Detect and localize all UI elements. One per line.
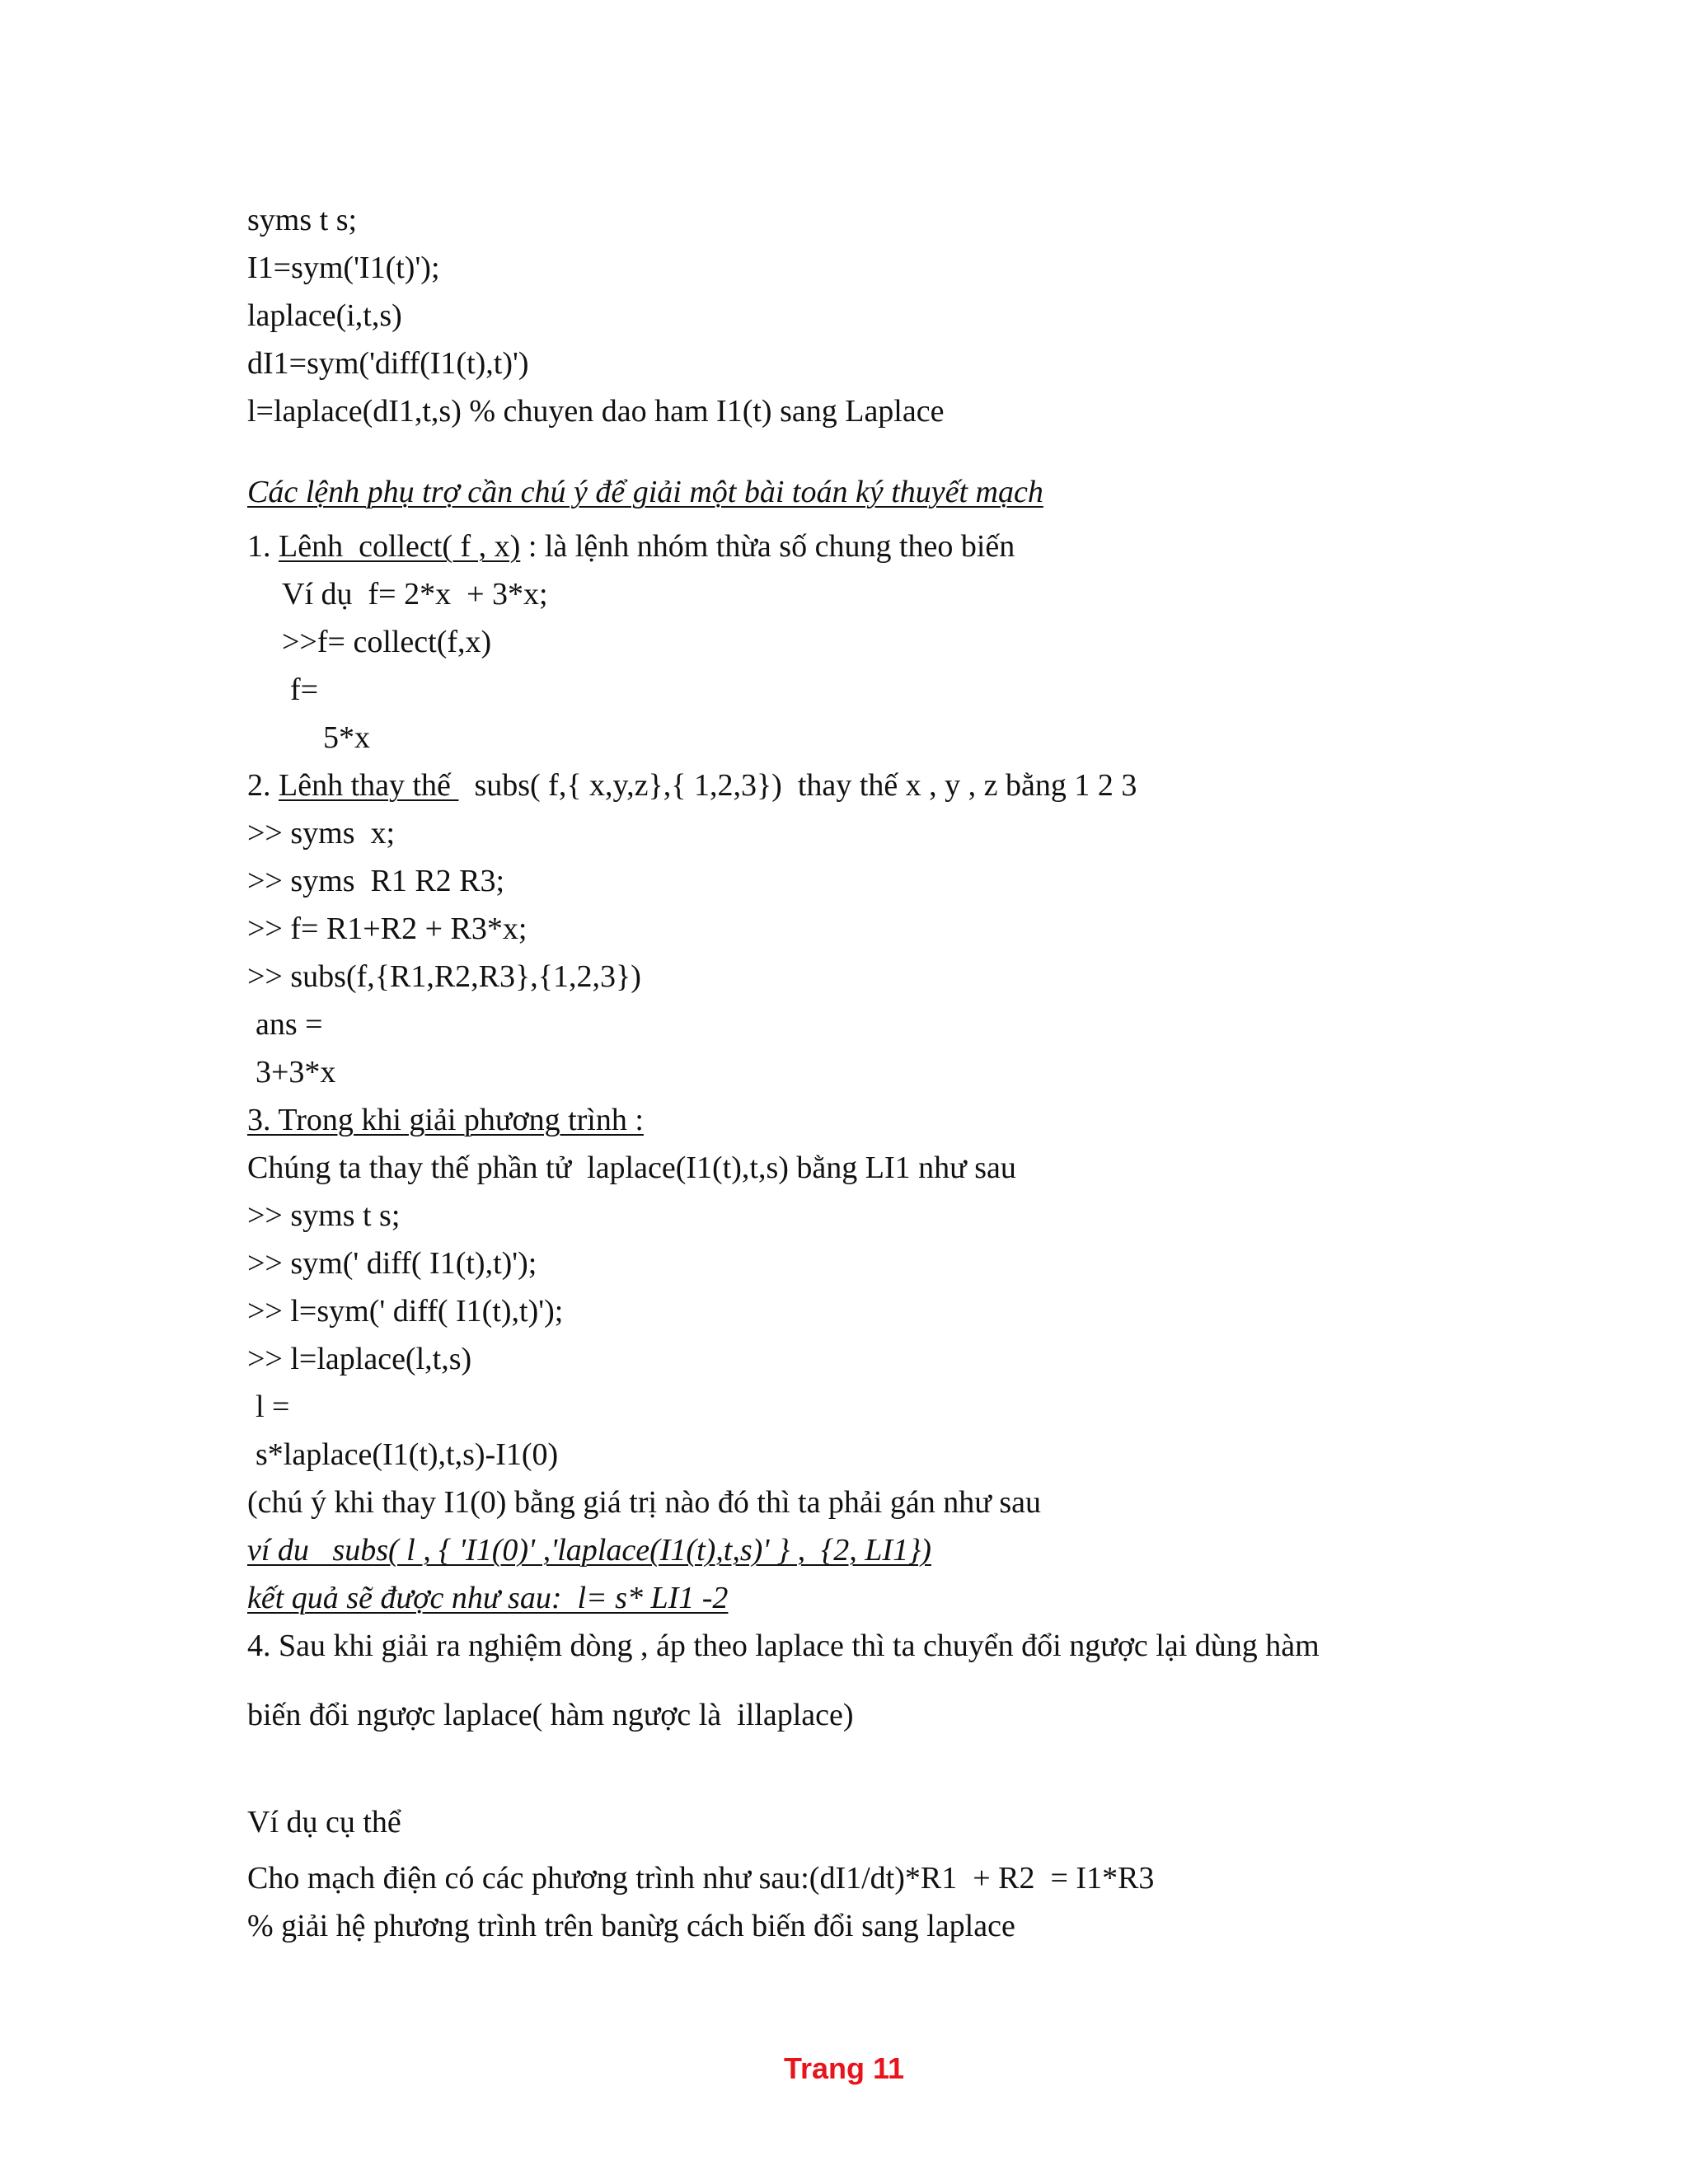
- output-line: l =: [256, 1390, 290, 1424]
- comment-line: % giải hệ phương trình trên banừg cách biến đổi sang laplace: [247, 1909, 1015, 1943]
- item-number: 2.: [247, 768, 279, 803]
- output-line: 3+3*x: [256, 1055, 336, 1090]
- text-line: Chúng ta thay thế phần tử laplace(I1(t),t,s) bằng LI1 như sau: [247, 1151, 1016, 1185]
- note-line: (chú ý khi thay I1(0) bằng giá trị nào đó thì ta phải gán như sau: [247, 1485, 1041, 1520]
- example-title: Ví dụ cụ thể: [247, 1805, 401, 1840]
- result-line: kết quả sẽ được như sau: l= s* LI1 -2: [247, 1581, 729, 1615]
- list-item-4: 4. Sau khi giải ra nghiệm dòng , áp theo laplace thì ta chuyển đổi ngược lại dùng hàm: [247, 1629, 1320, 1663]
- code-line: >> f= R1+R2 + R3*x;: [247, 912, 528, 946]
- list-item-2: [247, 770, 1137, 801]
- code-line: l=laplace(dI1,t,s) % chuyen dao ham I1(t) sang Laplace: [247, 394, 945, 429]
- list-item-3-title: 3. Trong khi giải phương trình :: [247, 1103, 644, 1137]
- code-line: >> syms t s;: [247, 1198, 401, 1233]
- code-line: >> syms x;: [247, 816, 396, 851]
- item-text: subs( f,{ x,y,z},{ 1,2,3}) thay thế x , y , z bằng 1 2 3: [458, 768, 1137, 803]
- code-line: >>f= collect(f,x): [282, 625, 492, 659]
- code-line: syms t s;: [247, 203, 358, 237]
- code-line: >> l=laplace(l,t,s): [247, 1342, 472, 1376]
- section-heading: Các lệnh phụ trợ cần chú ý để giải một bài toán ký thuyết mạch: [247, 475, 1043, 509]
- item-title: Lênh thay thế: [279, 768, 459, 803]
- text-line: biến đổi ngược laplace( hàm ngược là illaplace): [247, 1698, 854, 1732]
- output-line: 5*x: [323, 720, 370, 755]
- item-title: Lênh collect( f , x): [279, 529, 521, 564]
- page-number: Trang 11: [783, 2051, 905, 2085]
- item-text: : là lệnh nhóm thừa số chung theo biến: [520, 529, 1015, 564]
- code-line: dI1=sym('diff(I1(t),t)'): [247, 346, 529, 381]
- output-line: s*laplace(I1(t),t,s)-I1(0): [256, 1437, 559, 1472]
- text-line: Cho mạch điện có các phương trình như sau:(dI1/dt)*R1 + R2 = I1*R3: [247, 1861, 1155, 1896]
- list-item-1: [247, 531, 1015, 562]
- code-line: >> subs(f,{R1,R2,R3},{1,2,3}): [247, 959, 641, 994]
- output-line: f=: [290, 673, 319, 707]
- example-line: Ví dụ f= 2*x + 3*x;: [282, 577, 548, 612]
- code-line: laplace(i,t,s): [247, 298, 402, 333]
- code-line: >> l=sym(' diff( I1(t),t)');: [247, 1294, 564, 1329]
- code-line: >> syms R1 R2 R3;: [247, 864, 505, 898]
- example-line: ví du subs( l , { 'I1(0)' ,'laplace(I1(t),t,s)' } , {2, LI1}): [247, 1533, 931, 1568]
- output-line: ans =: [256, 1007, 323, 1042]
- item-number: 1.: [247, 529, 279, 564]
- code-line: I1=sym('I1(t)');: [247, 251, 440, 285]
- code-line: >> sym(' diff( I1(t),t)');: [247, 1246, 537, 1281]
